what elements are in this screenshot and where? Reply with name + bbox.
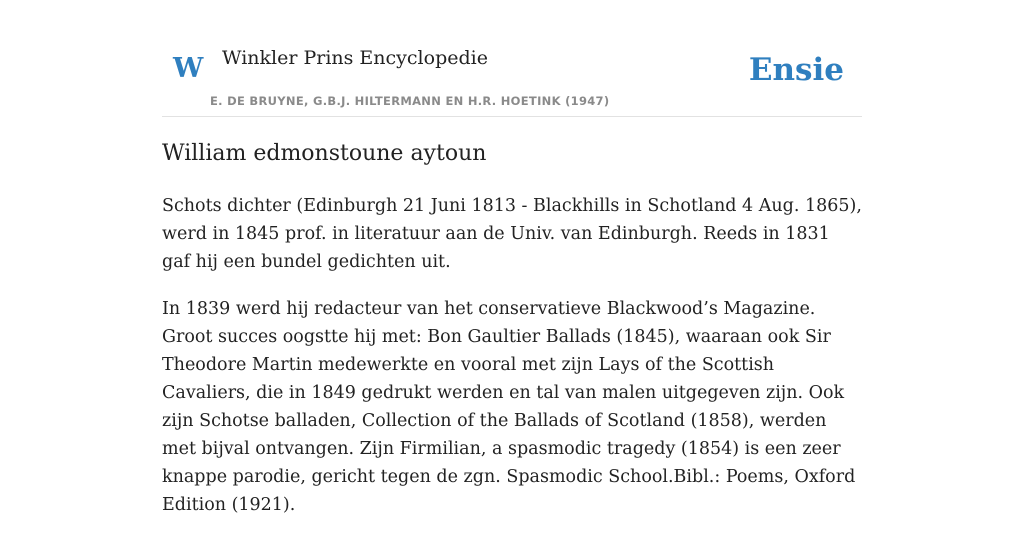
article-title: William edmonstoune aytoun — [162, 141, 487, 166]
source-title[interactable]: Winkler Prins Encyclopedie — [222, 47, 488, 69]
article-paragraph: In 1839 werd hij redacteur van het conservatieve Blackwood’s Magazine. Groot succes oogstte hij met: Bon Gaultier Ballads (1845), waaraan ook Sir Theodore Martin medewerkte en vooral met zijn Lays of the Scottish Cavaliers, die in 1849 gedrukt werden en tal van malen uitgegeven zijn. Ook zijn Schotse balladen, Collection of the Ballads of Scotland (1858), werden met bijval ontvangen. Zijn Firmilian, a spasmodic tragedy (1854) is een zeer knappe parodie, gericht tegen de zgn. Spasmodic School.Bibl.: Poems, Oxford Edition (1921). — [162, 299, 856, 515]
source-authors: E. DE BRUYNE, G.B.J. HILTERMANN EN H.R. HOETINK (1947) — [210, 94, 610, 108]
source-logo[interactable]: W — [173, 53, 204, 84]
article-page — [162, 0, 862, 515]
source-header — [162, 0, 862, 117]
article-body — [162, 192, 862, 538]
article-paragraph: Schots dichter (Edinburgh 21 Juni 1813 - Blackhills in Schotland 4 Aug. 1865), werd in 1845 prof. in literatuur aan de Univ. van Edinburgh. Reeds in 1831 gaf hij een bundel gedichten uit. — [162, 196, 862, 272]
brand-logo[interactable]: Ensie — [748, 52, 844, 88]
